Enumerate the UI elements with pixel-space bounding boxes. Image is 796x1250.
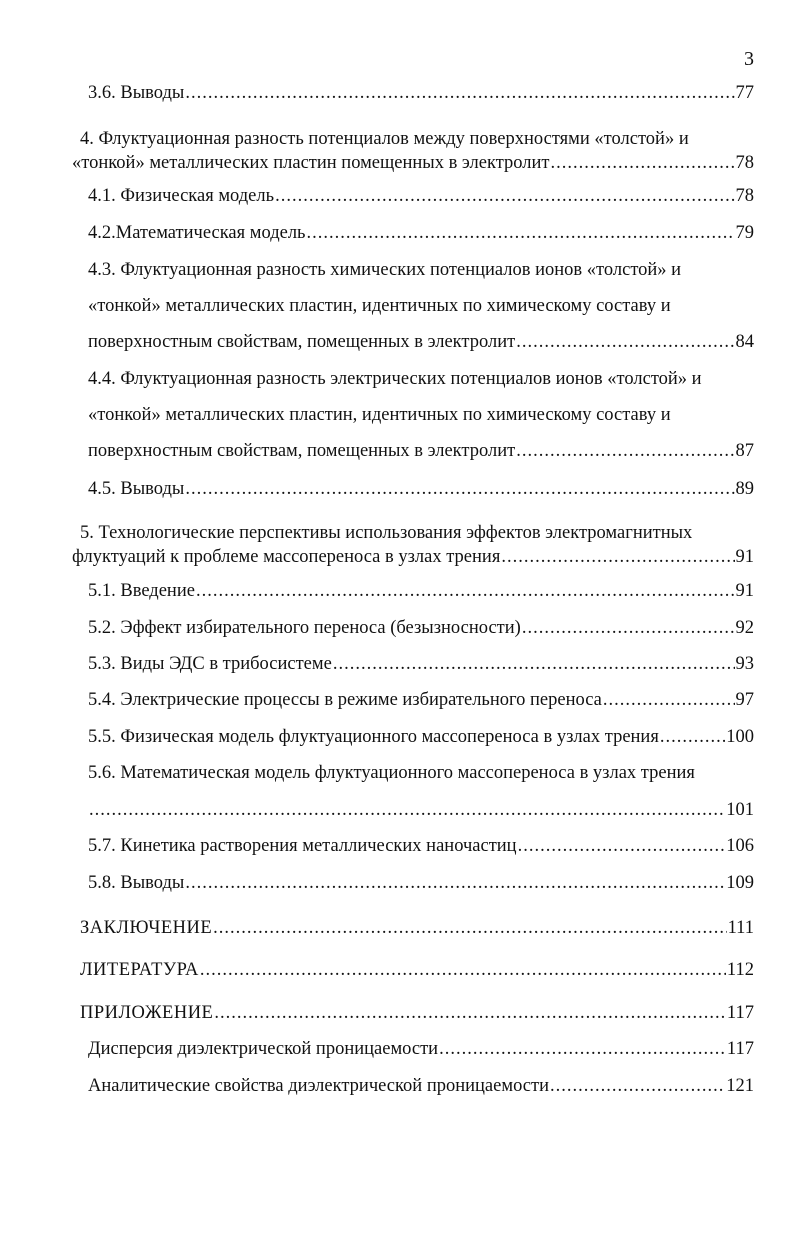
- toc-page: 84: [735, 332, 754, 352]
- toc-label: Дисперсия диэлектрической проницаемости: [88, 1039, 439, 1059]
- toc-entry-4-2[interactable]: [88, 222, 754, 244]
- dot-leader: [214, 1002, 726, 1024]
- toc-entry-4-1[interactable]: [88, 185, 754, 207]
- dot-leader: [518, 835, 726, 857]
- toc-entry-5-5[interactable]: [88, 726, 754, 748]
- dot-leader: [185, 82, 734, 104]
- toc-entry-5-4[interactable]: [88, 689, 754, 711]
- toc-entry-5-line1: 5. Технологические перспективы использования эффектов электромагнитных: [80, 523, 693, 543]
- toc-label: «тонкой» металлических пластин помещенных в электролит: [72, 153, 550, 173]
- toc-entry-5-6-line1: 5.6. Математическая модель флуктуационного массопереноса в узлах трения: [88, 763, 695, 783]
- dot-leader: [439, 1038, 726, 1060]
- toc-page: 97: [735, 690, 754, 710]
- dot-leader: [501, 546, 734, 568]
- toc-label: Аналитические свойства диэлектрической проницаемости: [88, 1076, 549, 1096]
- toc-label: 5.1. Введение: [88, 581, 195, 601]
- toc-entry-5-3[interactable]: [88, 653, 754, 675]
- toc-page: 93: [735, 654, 754, 674]
- toc-entry-4-4[interactable]: [88, 440, 754, 462]
- toc-label: 4.2.Математическая модель: [88, 223, 306, 243]
- toc-entry-4[interactable]: [72, 152, 754, 174]
- toc-entry-5-7[interactable]: [88, 835, 754, 857]
- toc-label: 5.2. Эффект избирательного переноса (безызносности): [88, 618, 521, 638]
- toc-entry-conclusion[interactable]: [80, 917, 754, 939]
- toc-page: 111: [727, 918, 754, 938]
- toc-label: 5.8. Выводы: [88, 873, 185, 893]
- toc-entry-5-6[interactable]: [88, 799, 754, 821]
- dot-leader: [306, 222, 734, 244]
- dot-leader: [550, 1075, 725, 1097]
- toc-page: 109: [726, 873, 754, 893]
- toc-page: 101: [726, 800, 754, 820]
- toc-entry-4-4-line1: 4.4. Флуктуационная разность электрических потенциалов ионов «толстой» и: [88, 369, 702, 389]
- toc-entry-literature[interactable]: [80, 959, 754, 981]
- dot-leader: [200, 959, 726, 981]
- toc-page: 117: [726, 1003, 754, 1023]
- toc-page: 112: [726, 960, 754, 980]
- toc-page: 78: [735, 153, 754, 173]
- toc-entry-5-8[interactable]: [88, 872, 754, 894]
- toc-page: 77: [735, 83, 754, 103]
- toc-label: флуктуаций к проблеме массопереноса в узлах трения: [72, 547, 501, 567]
- toc-entry-4-3-line1: 4.3. Флуктуационная разность химических потенциалов ионов «толстой» и: [88, 260, 682, 280]
- toc-page: 106: [726, 836, 754, 856]
- toc-page: 121: [726, 1076, 754, 1096]
- toc-label: ЛИТЕРАТУРА: [80, 960, 199, 980]
- toc-entry-4-3-line2: «тонкой» металлических пластин, идентичных по химическому составу и: [88, 296, 671, 316]
- toc-page: 91: [735, 581, 754, 601]
- toc-page: 87: [735, 441, 754, 461]
- toc-entry-4-line1: 4. Флуктуационная разность потенциалов между поверхностями «толстой» и: [80, 129, 689, 149]
- dot-leader: [522, 617, 735, 639]
- dot-leader: [660, 726, 725, 748]
- toc-entry-5[interactable]: [72, 546, 754, 568]
- toc-page: 100: [726, 727, 754, 747]
- dot-leader: [516, 440, 734, 462]
- dot-leader: [185, 478, 734, 500]
- toc-page: 79: [735, 223, 754, 243]
- toc-page: 117: [726, 1039, 754, 1059]
- toc-label: 3.6. Выводы: [88, 83, 185, 103]
- toc-label: 5.4. Электрические процессы в режиме избирательного переноса: [88, 690, 602, 710]
- dot-leader: [185, 872, 725, 894]
- toc-entry-5-1[interactable]: [88, 580, 754, 602]
- toc-entry-appendix-2[interactable]: [88, 1075, 754, 1097]
- toc-entry-3-6[interactable]: [88, 82, 754, 104]
- dot-leader: [603, 689, 735, 711]
- dot-leader: [333, 653, 735, 675]
- toc-label: 5.5. Физическая модель флуктуационного массопереноса в узлах трения: [88, 727, 659, 747]
- toc-page: 78: [735, 186, 754, 206]
- dot-leader: [551, 152, 735, 174]
- toc-label: ЗАКЛЮЧЕНИЕ: [80, 918, 213, 938]
- toc-entry-4-4-line2: «тонкой» металлических пластин, идентичных по химическому составу и: [88, 405, 671, 425]
- toc-label: поверхностным свойствам, помещенных в электролит: [88, 332, 516, 352]
- toc-entry-4-3[interactable]: [88, 331, 754, 353]
- toc-label: поверхностным свойствам, помещенных в электролит: [88, 441, 516, 461]
- toc-label: 4.1. Физическая модель: [88, 186, 275, 206]
- dot-leader: [89, 799, 725, 821]
- toc-label: 5.3. Виды ЭДС в трибосистеме: [88, 654, 332, 674]
- toc-entry-appendix[interactable]: [80, 1002, 754, 1024]
- dot-leader: [213, 917, 726, 939]
- dot-leader: [196, 580, 735, 602]
- dot-leader: [275, 185, 734, 207]
- toc-page: 89: [735, 479, 754, 499]
- dot-leader: [516, 331, 734, 353]
- toc-label: 4.5. Выводы: [88, 479, 185, 499]
- toc-entry-4-5[interactable]: [88, 478, 754, 500]
- toc-entry-5-2[interactable]: [88, 617, 754, 639]
- toc-label: 5.7. Кинетика растворения металлических наночастиц: [88, 836, 517, 856]
- page-number: 3: [744, 48, 754, 70]
- toc-entry-appendix-1[interactable]: [88, 1038, 754, 1060]
- toc-label: ПРИЛОЖЕНИЕ: [80, 1003, 214, 1023]
- toc-page: 91: [735, 547, 754, 567]
- toc-page: 92: [735, 618, 754, 638]
